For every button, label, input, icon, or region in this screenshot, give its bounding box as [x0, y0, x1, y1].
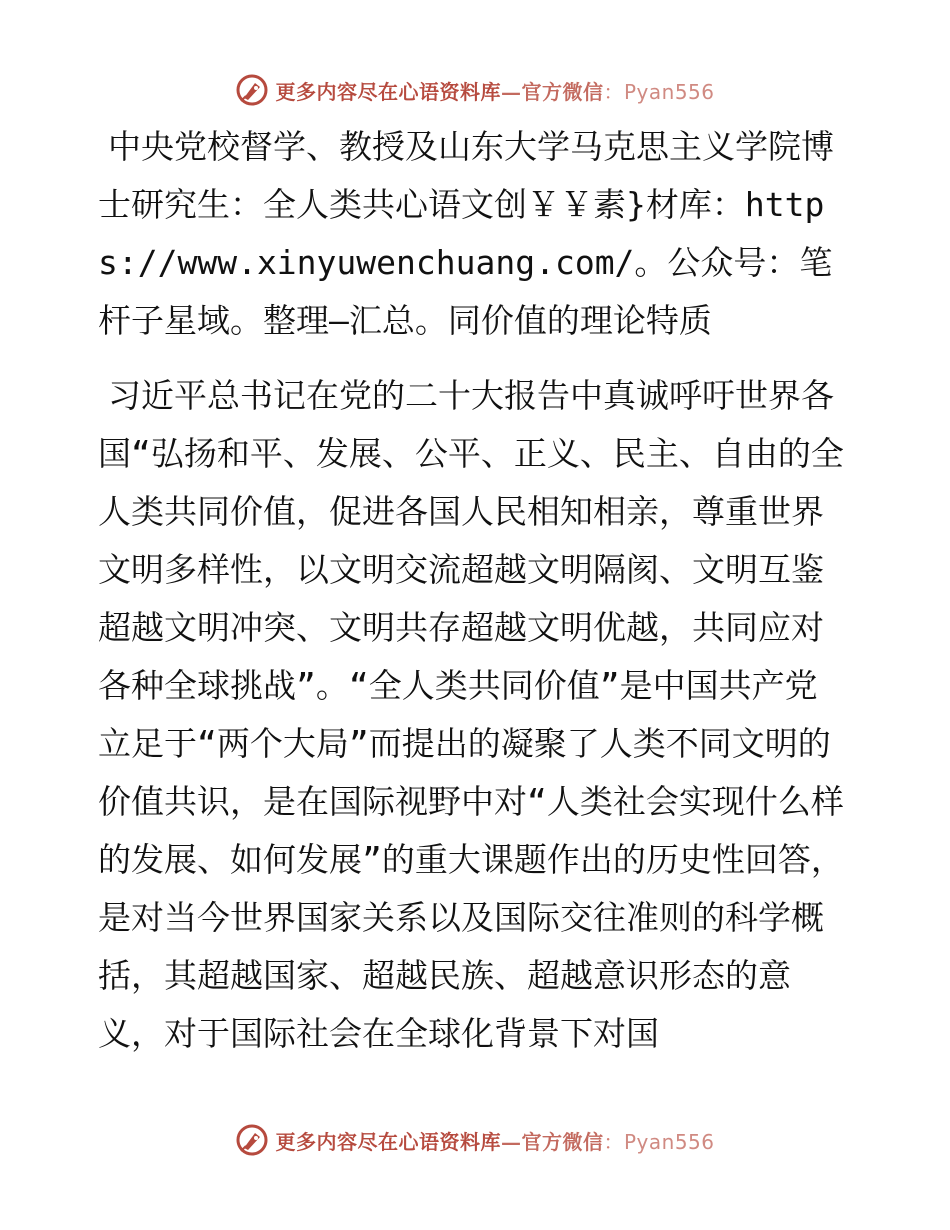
- banner-wechat-id: Pyan556: [623, 1129, 715, 1154]
- banner-colon: ：: [603, 79, 624, 104]
- banner-dash: —: [500, 79, 522, 104]
- pen-nib-logo-icon: [235, 73, 269, 107]
- banner-text: [275, 76, 714, 105]
- pen-nib-logo-icon: [235, 1123, 269, 1157]
- banner-text: [275, 1126, 714, 1155]
- document-paragraph-1: 中央党校督学、教授及山东大学马克思主义学院博士研究生：全人类共心语文创￥￥素}材库：https://www.xinyuwenchuang.com/。公众号：笔杆子星域。整理—汇总。同价值的理论特质: [98, 127, 834, 340]
- banner-brand-text: 更多内容尽在心语资料库: [275, 79, 501, 104]
- banner-dash: —: [500, 1129, 522, 1154]
- footer-watermark-banner: [0, 1120, 950, 1160]
- header-watermark-banner: [0, 70, 950, 110]
- banner-brand-text: 更多内容尽在心语资料库: [275, 1129, 501, 1154]
- banner-official-text: 官方微信: [521, 1129, 604, 1154]
- banner-colon: ：: [603, 1129, 624, 1154]
- document-paragraph-2: 习近平总书记在党的二十大报告中真诚呼吁世界各国“弘扬和平、发展、公平、正义、民主、自由的全人类共同价值，促进各国人民相知相亲，尊重世界文明多样性，以文明交流超越文明隔阂、文明互鉴超越文明冲突、文明共存超越文明优越，共同应对各种全球挑战”。“全人类共同价值”是中国共产党立足于“两个大局”而提出的凝聚了人类不同文明的价值共识，是在国际视野中对“人类社会实现什么样的发展、如何发展”的重大课题作出的历史性回答，是对当今世界国家关系以及国际交往准则的科学概括，其超越国家、超越民族、超越意识形态的意义，对于国际社会在全球化背景下对国: [98, 376, 844, 1053]
- banner-wechat-id: Pyan556: [623, 79, 715, 104]
- banner-official-text: 官方微信: [521, 79, 604, 104]
